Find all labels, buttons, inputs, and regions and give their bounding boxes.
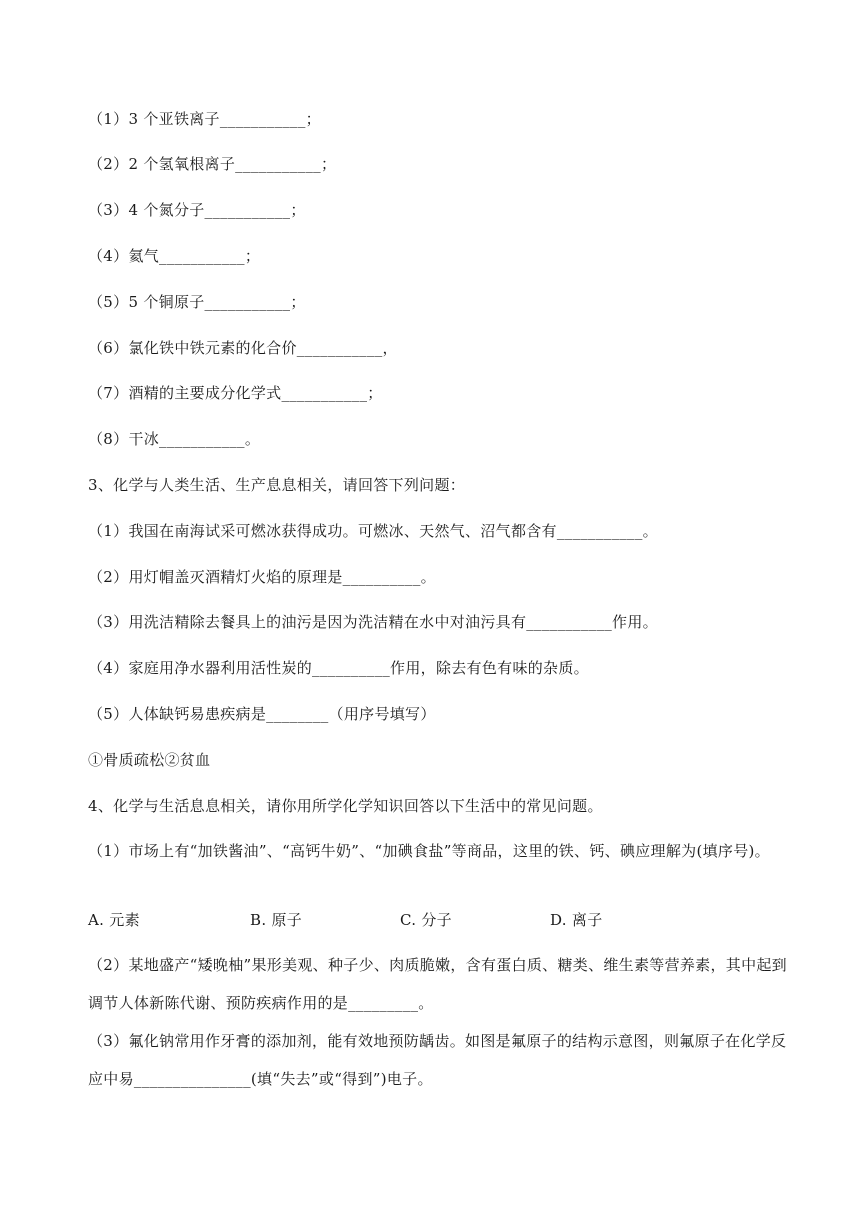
- question-4-options: [88, 908, 788, 932]
- question-3-item-5: （5）人体缺钙易患疾病是________（用序号填写）: [88, 705, 436, 723]
- question-3-choices: ①骨质疏松②贫血: [88, 751, 211, 769]
- question-3-item-3: （3）用洗洁精除去餐具上的油污是因为洗洁精在水中对油污具有___________作用。: [88, 613, 658, 631]
- question-4-stem: 4、化学与生活息息相关，请你用所学化学知识回答以下生活中的常见问题。: [88, 797, 603, 815]
- question-2-item-1: （1）3 个亚铁离子___________；: [88, 110, 321, 128]
- option-b: B. 原子: [250, 911, 303, 929]
- question-4-item-3: （3）氟化钠常用作牙膏的添加剂，能有效地预防龋齿。如图是氟原子的结构示意图，则氟原子在化学反应中易_______________(填“失去”或“得到”)电子。: [88, 1032, 787, 1088]
- question-3-stem: 3、化学与人类生活、生产息息相关，请回答下列问题：: [88, 476, 466, 494]
- question-2-item-8: （8）干冰___________。: [88, 430, 261, 448]
- question-3-item-2: （2）用灯帽盖灭酒精灯火焰的原理是__________。: [88, 568, 436, 586]
- option-a: A. 元素: [88, 911, 140, 929]
- question-2-item-3: （3）4 个氮分子___________；: [88, 201, 306, 219]
- question-2-item-5: （5）5 个铜原子___________；: [88, 293, 306, 311]
- question-2-item-6: （6）氯化铁中铁元素的化合价___________，: [88, 339, 398, 357]
- option-c: C. 分子: [400, 911, 452, 929]
- question-4-item-2: （2）某地盛产“矮晚柚”果形美观、种子少、肉质脆嫩，含有蛋白质、糖类、维生素等营养素，其中起到调节人体新陈代谢、预防疾病作用的是_________。: [88, 956, 787, 1012]
- question-2-item-2: （2）2 个氢氧根离子___________；: [88, 155, 337, 173]
- question-2-item-7: （7）酒精的主要成分化学式___________；: [88, 384, 383, 402]
- option-d: D. 离子: [550, 911, 603, 929]
- question-4-item-1: （1）市场上有“加铁酱油”、“高钙牛奶”、“加碘食盐”等商品，这里的铁、钙、碘应理解为(填序号)。: [88, 842, 770, 860]
- question-3-item-4: （4）家庭用净水器利用活性炭的__________作用，除去有色有味的杂质。: [88, 659, 589, 677]
- question-2-item-4: （4）氦气___________；: [88, 247, 261, 265]
- question-3-item-1: （1）我国在南海试采可燃冰获得成功。可燃冰、天然气、沼气都含有___________。: [88, 522, 658, 540]
